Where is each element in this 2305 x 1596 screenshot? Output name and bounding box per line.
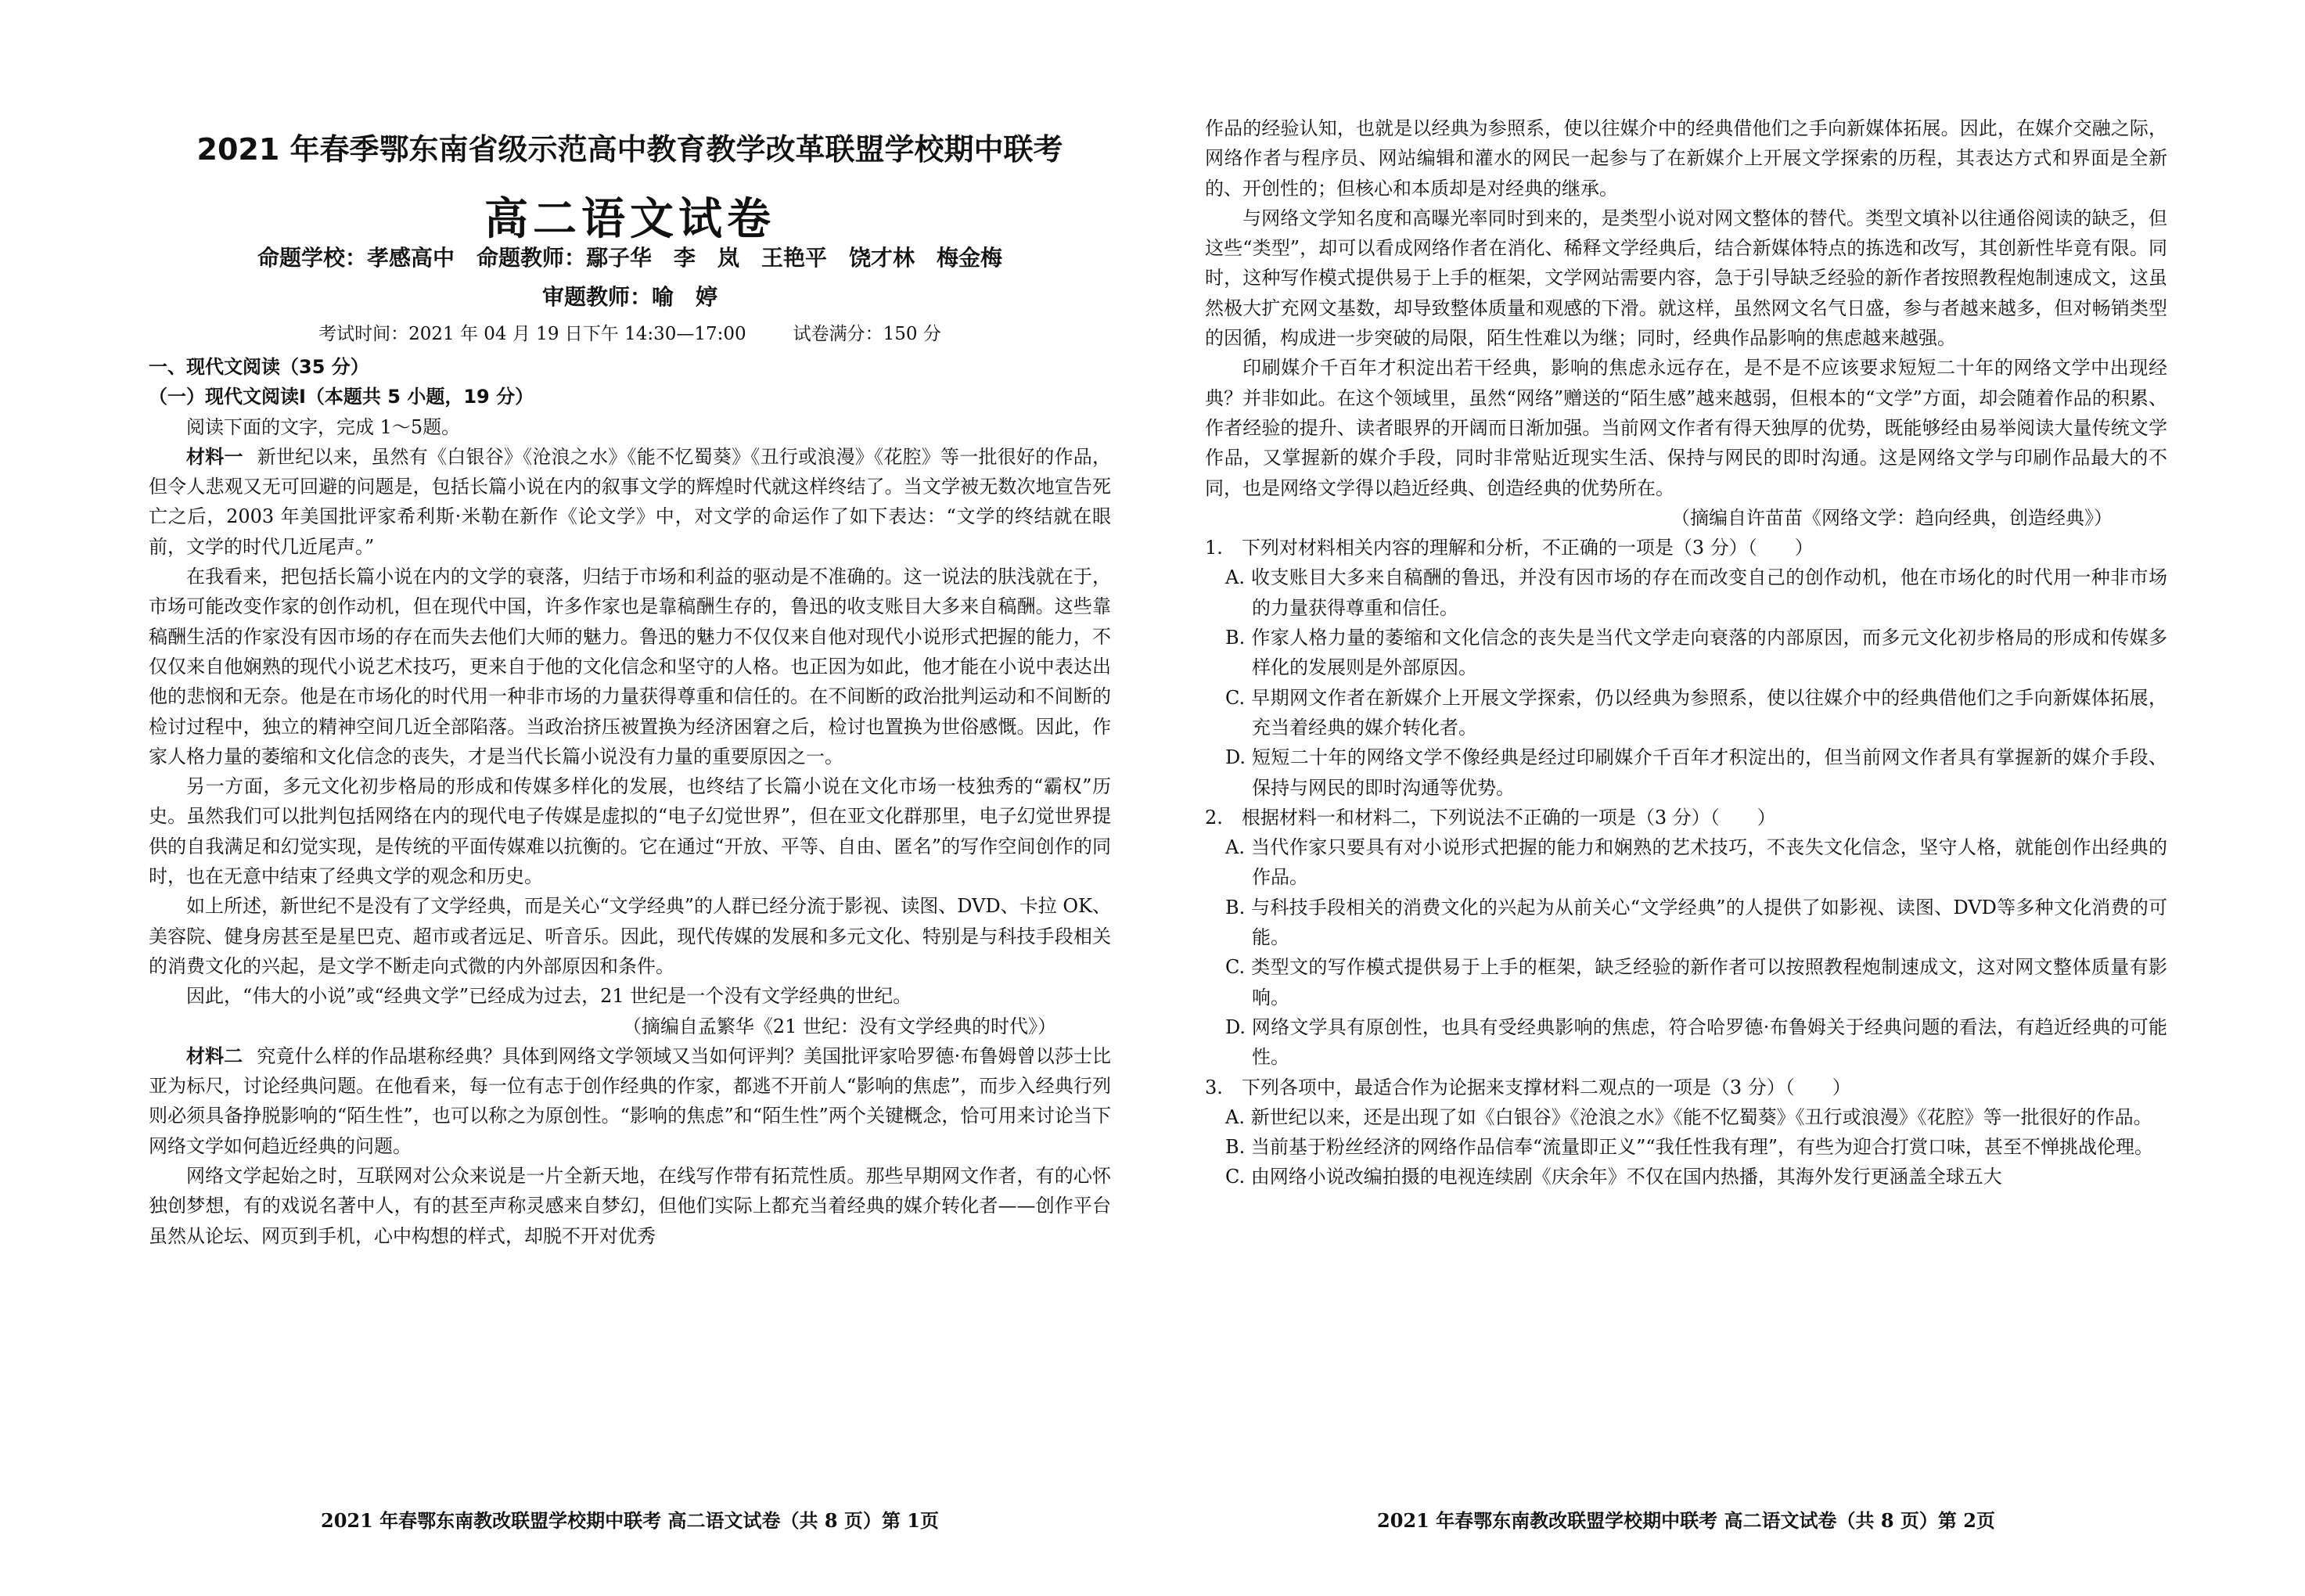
material-2-paragraph: 网络文学起始之时，互联网对公众来说是一片全新天地，在线写作带有拓荒性质。那些早期网文作者，有的心怀独创梦想，有的戏说名著中人，有的甚至声称灵感来自梦幻，但他们实际上都充当着经典的媒介转化者——创作平台虽然从论坛、网页到手机，心中构想的样式，却脱不开对优秀: [149, 1165, 1111, 1247]
option-c: C. 早期网文作者在新媒介上开展文学探索，仍以经典为参照系，使以往媒介中的经典借他们之手向新媒体拓展，充当着经典的媒介转化者。: [1225, 686, 2167, 739]
material-label: 材料二: [186, 1044, 243, 1067]
full-score: 试卷满分：150 分: [793, 324, 941, 344]
exam-page-1: [149, 0, 1111, 1596]
source-citation: （摘编自许苗苗《网络文学：趋向经典，创造经典》）: [1671, 506, 2113, 529]
reviewer-line: 审题教师：喻 婷: [541, 284, 717, 310]
exam-time: 考试时间：2021 年 04 月 19 日下午 14:30—17:00: [318, 324, 746, 344]
exam-subtitle: 高二语文试卷: [484, 194, 775, 245]
question-1: 1. 下列对材料相关内容的理解和分析，不正确的一项是（3 分）（ ）: [1205, 537, 1814, 559]
option-d: D. 网络文学具有原创性，也具有受经典影响的焦虑，符合哈罗德·布鲁姆关于经典问题的看法，有趋近经典的可能性。: [1225, 1015, 2167, 1069]
option-a: A. 当代作家只要具有对小说形式把握的能力和娴熟的艺术技巧，不丧失文化信念，坚守人格，就能创作出经典的作品。: [1225, 836, 2167, 889]
exam-title: 2021 年春季鄂东南省级示范高中教育教学改革联盟学校期中联考: [196, 132, 1063, 167]
passage-paragraph: 印刷媒介千百年才积淀出若干经典，影响的焦虑永远存在，是不是不应该要求短短二十年的网络文学中出现经典？并非如此。在这个领域里，虽然“网络”赠送的“陌生感”越来越弱，但根本的“文学”方面，却会随着作品的积累、作者经验的提升、读者眼界的开阔而日渐加强。当前网文作者有得天独厚的优势，既能够经由易举阅读大量传统文学作品，又掌握新的媒介手段，同时非常贴近现实生活、保持与网民的即时沟通。这是网络文学与印刷作品最大的不同，也是网络文学得以趋近经典、创造经典的优势所在。: [1205, 357, 2167, 499]
source-citation: （摘编自孟繁华《21 世纪：没有文学经典的时代》）: [622, 1015, 1056, 1037]
material-1-paragraph: 因此，“伟大的小说”或“经典文学”已经成为过去，21 世纪是一个没有文学经典的世纪。: [186, 985, 912, 1008]
exam-info: [149, 319, 1111, 345]
option-a: A. 收支账目大多来自稿酬的鲁迅，并没有因市场的存在而改变自己的创作动机，他在市场化的时代用一种非市场的力量获得尊重和信任。: [1225, 566, 2167, 619]
section-heading: 一、现代文阅读（35 分）: [149, 356, 369, 378]
material-1-paragraph: 另一方面，多元文化初步格局的形成和传媒多样化的发展，也终结了长篇小说在文化市场一枝独秀的“霸权”历史。虽然我们可以批判包括网络在内的现代电子传媒是虚拟的“电子幻觉世界”，但在亚文化群那里，电子幻觉世界提供的自我满足和幻觉实现，是传统的平面传媒难以抗衡的。它在通过“开放、平等、自由、匿名”的写作空间创作的同时，也在无意中结束了经典文学的观念和历史。: [149, 775, 1111, 888]
option-c: C. 由网络小说改编拍摄的电视连续剧《庆余年》不仅在国内热播，其海外发行更涵盖全球五大: [1225, 1166, 2002, 1188]
material-1-paragraph: 在我看来，把包括长篇小说在内的文学的衰落，归结于市场和利益的驱动是不准确的。这一说法的肤浅就在于，市场可能改变作家的创作动机，但在现代中国，许多作家也是靠稿酬生存的，鲁迅的收支账目大多来自稿酬。这些靠稿酬生活的作家没有因市场的存在而失去他们大师的魅力。鲁迅的魅力不仅仅来自他对现代小说形式把握的能力，不仅仅来自他娴熟的现代小说艺术技巧，更来自于他的文化信念和坚守的人格。也正因为如此，他才能在小说中表达出他的悲悯和无奈。他是在市场化的时代用一种非市场的力量获得尊重和信任的。在不间断的政治批判运动和不间断的检讨过程中，独立的精神空间几近全部陷落。当政治挤压被置换为经济困窘之后，检讨也置换为世俗感慨。因此，作家人格力量的萎缩和文化信念的丧失，才是当代长篇小说没有力量的重要原因之一。: [149, 566, 1111, 767]
option-d: D. 短短二十年的网络文学不像经典是经过印刷媒介千百年才积淀出的，但当前网文作者具有掌握新的媒介手段、保持与网民的即时沟通等优势。: [1225, 746, 2167, 799]
exam-page-2: [1205, 0, 2167, 1596]
option-a: A. 新世纪以来，还是出现了如《白银谷》《沧浪之水》《能不忆蜀葵》《丑行或浪漫》《花腔》等一批很好的作品。: [1225, 1105, 2152, 1128]
option-b: B. 当前基于粉丝经济的网络作品信奉“流量即正义”“我任性我有理”，有些为迎合打赏口味，甚至不惮挑战伦理。: [1225, 1136, 2153, 1159]
question-2: 2. 根据材料一和材料二，下列说法不正确的一项是（3 分）（ ）: [1205, 806, 1776, 829]
passage-paragraph: 与网络文学知名度和高曝光率同时到来的，是类型小说对网文整体的替代。类型文填补以往通俗阅读的缺乏，但这些“类型”，却可以看成网络作者在消化、稀释文学经典后，结合新媒体特点的拣选和改写，其创新性毕竟有限。同时，这种写作模式提供易于上手的框架，文学网站需要内容，急于引导缺乏经验的新作者按照教程炮制速成文，这虽然极大扩充网文基数，却导致整体质量和观感的下滑。就这样，虽然网文名气日盛，参与者越来越多，但对畅销类型的因循，构成进一步突破的局限，陌生性难以为继；同时，经典作品影响的焦虑越来越强。: [1205, 207, 2167, 350]
material-label: 材料一: [186, 445, 243, 468]
subsection-heading: （一）现代文阅读Ⅰ（本题共 5 小题，19 分）: [149, 386, 534, 408]
question-3: 3. 下列各项中，最适合作为论据来支撑材料二观点的一项是（3 分）（ ）: [1205, 1076, 1851, 1098]
instruction: 阅读下面的文字，完成 1～5题。: [186, 415, 461, 438]
option-b: B. 与科技手段相关的消费文化的兴起为从前关心“文学经典”的人提供了如影视、读图、DVD等多种文化消费的可能。: [1225, 896, 2167, 949]
option-c: C. 类型文的写作模式提供易于上手的框架，缺乏经验的新作者可以按照教程炮制速成文，这对网文整体质量有影响。: [1225, 956, 2167, 1008]
reading-passage-continued: [1205, 113, 2167, 1192]
material-1-paragraph: 如上所述，新世纪不是没有了文学经典，而是关心“文学经典”的人群已经分流于影视、读图、DVD、卡拉 OK、美容院、健身房甚至是星巴克、超市或者远足、听音乐。因此，现代传媒的发展和多元文化、特别是与科技手段相关的消费文化的兴起，是文学不断走向式微的内外部原因和条件。: [149, 895, 1111, 977]
authors-line: 命题学校：孝感高中 命题教师：鄢子华 李 岚 王艳平 饶才林 梅金梅: [257, 245, 1002, 271]
material-2-paragraph: 材料二 究竟什么样的作品堪称经典？具体到网络文学领域又当如何评判？美国批评家哈罗德·布鲁姆曾以莎士比亚为标尺，讨论经典问题。在他看来，每一位有志于创作经典的作家，都逃不开前人“影响的焦虑”，而步入经典行列则必须具备挣脱影响的“陌生性”，也可以称之为原创性。“影响的焦虑”和“陌生性”两个关键概念，恰可用来讨论当下网络文学如何趋近经典的问题。: [149, 1044, 1111, 1157]
page-footer: 2021 年春鄂东南教改联盟学校期中联考 高二语文试卷（共 8 页）第 1页: [321, 1509, 939, 1532]
reading-passage: [149, 352, 1111, 1251]
option-b: B. 作家人格力量的萎缩和文化信念的丧失是当代文学走向衰落的内部原因，而多元文化初步格局的形成和传媒多样化的发展则是外部原因。: [1225, 627, 2167, 679]
page-footer: 2021 年春鄂东南教改联盟学校期中联考 高二语文试卷（共 8 页）第 2页: [1377, 1509, 1995, 1532]
passage-paragraph: 作品的经验认知，也就是以经典为参照系，使以往媒介中的经典借他们之手向新媒体拓展。因此，在媒介交融之际，网络作者与程序员、网站编辑和灌水的网民一起参与了在新媒介上开展文学探索的历程，其表达方式和界面是全新的、开创性的；但核心和本质却是对经典的继承。: [1205, 117, 2167, 200]
material-1-paragraph: 材料一 新世纪以来，虽然有《白银谷》《沧浪之水》《能不忆蜀葵》《丑行或浪漫》《花腔》等一批很好的作品，但令人悲观又无可回避的问题是，包括长篇小说在内的叙事文学的辉煌时代就这样终结了。当文学被无数次地宣告死亡之后，2003 年美国批评家希利斯·米勒在新作《论文学》中，对文学的命运作了如下表达：“文学的终结就在眼前，文学的时代几近尾声。”: [149, 445, 1112, 558]
